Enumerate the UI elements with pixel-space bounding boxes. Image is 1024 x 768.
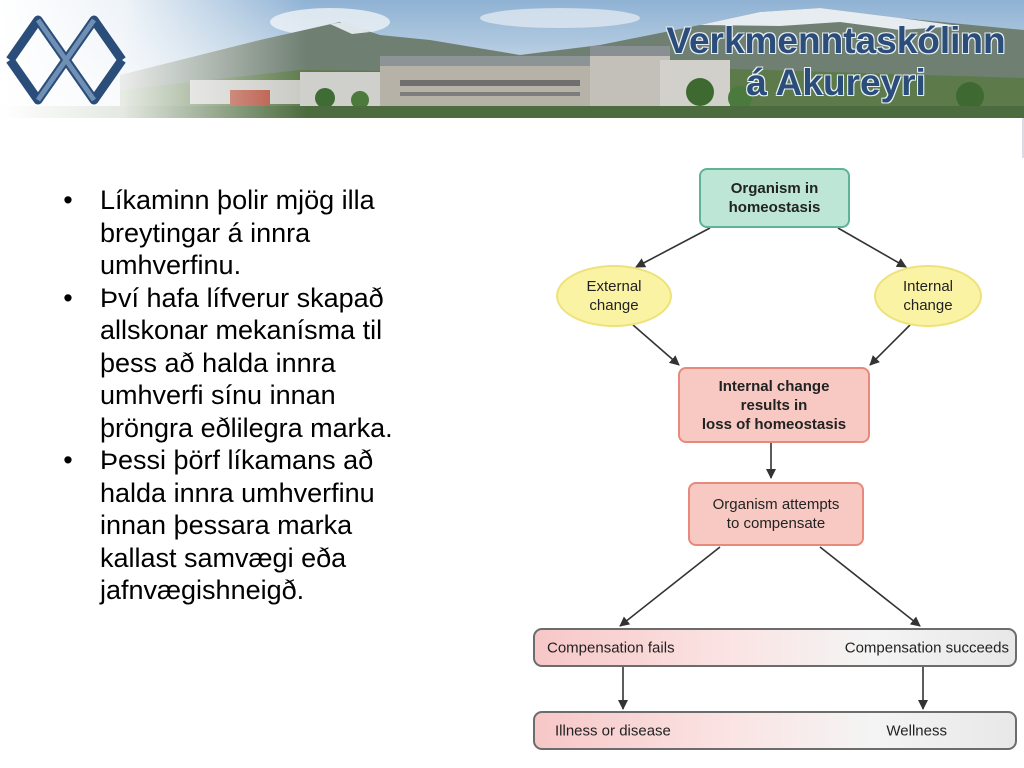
bullet-line: þess að halda innra [100,347,336,378]
organism-attempts-box [688,482,864,546]
node-label: Internal change [718,377,830,395]
compensation-outcome-bar [533,628,1017,667]
external-change-oval [556,265,672,327]
arrow-internal-to-loss [870,325,910,365]
node-label: External [586,278,642,295]
node-label: homeostasis [728,199,821,216]
bullet-line: kallast samvægi eða [100,542,347,573]
bullet-line: Líkaminn þolir mjög illa [100,185,375,215]
compensation-succeeds-label: Compensation succeeds [844,639,1009,656]
homeostasis-diagram [530,165,1020,755]
bullet-line: Þessi þörf líkamans að [100,445,374,475]
bullet-item [58,184,498,282]
header-banner [0,0,1024,118]
arrow-attempts-to-fails [620,547,720,626]
result-bar [533,711,1017,750]
bullet-symbol: • [63,282,73,313]
node-label: to compensate [726,515,826,532]
bullet-line: breytingar á innra [100,217,311,248]
node-label: Internal [902,278,954,295]
bullet-item [58,282,498,445]
arrow-organism-to-internal [838,228,906,267]
bullet-line: innan þessara marka [100,510,353,540]
bullet-line: þröngra eðlilegra marka. [100,412,393,443]
bullet-line: umhverfinu. [100,250,242,280]
node-label: Organism in [730,180,819,197]
bullet-line: umhverfi sínu innan [100,380,336,410]
bullet-line: Því hafa lífverur skapað [100,282,384,313]
compensation-fails-label: Compensation fails [547,639,675,656]
arrow-attempts-to-succeeds [820,547,920,626]
bullet-line: allskonar mekanísma til [100,315,383,345]
loss-of-homeostasis-box [678,367,870,443]
internal-change-oval [874,265,982,327]
bullet-list [58,184,498,607]
arrow-organism-to-external [636,228,710,267]
bullet-line: halda innra umhverfinu [100,477,375,508]
bullet-item [58,444,498,607]
node-label: Organism attempts [712,496,840,513]
node-label: loss of homeostasis [701,415,847,433]
node-label: results in [740,396,808,414]
organism-in-homeostasis-box [699,168,850,228]
node-label: change [589,297,639,314]
wellness-label: Wellness [886,722,947,739]
illness-label: Illness or disease [555,722,671,739]
bullet-symbol: • [63,185,73,215]
school-name-line2: á Akureyri [746,62,926,103]
bullet-line: jafnvægishneigð. [100,575,305,605]
node-label: change [903,297,953,314]
school-name [656,20,1016,104]
school-name-line1: Verkmenntaskólinn [666,20,1006,61]
arrow-external-to-loss [633,325,679,365]
bullet-symbol: • [63,445,73,475]
